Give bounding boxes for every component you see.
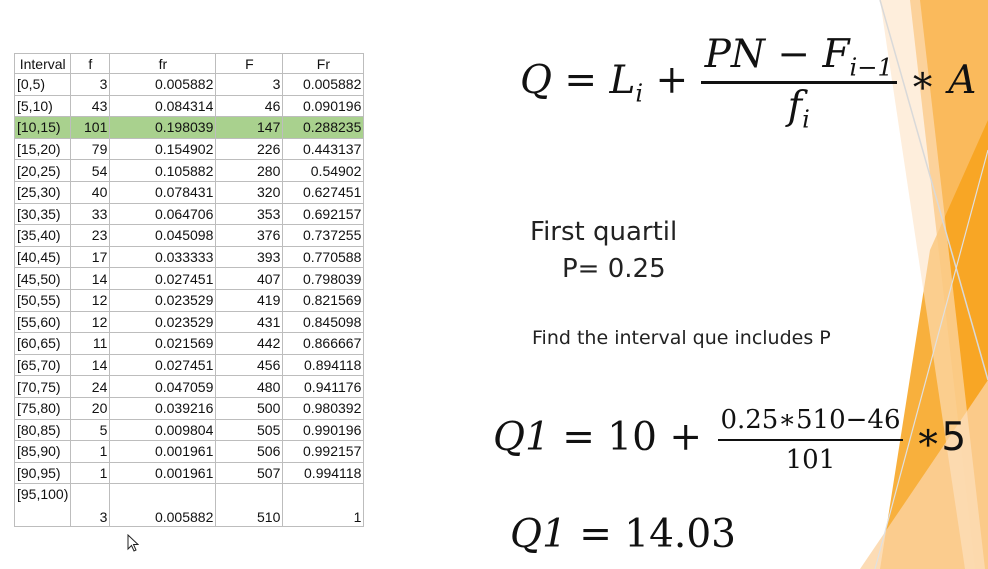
cell-Fr: 0.443137 bbox=[283, 138, 364, 160]
cell-Fr: 0.990196 bbox=[283, 419, 364, 441]
cell-F: 376 bbox=[216, 225, 283, 247]
cell-fr: 0.027451 bbox=[110, 354, 216, 376]
cell-fr: 0.154902 bbox=[110, 138, 216, 160]
cell-fr: 0.084314 bbox=[110, 95, 216, 117]
formula-plus: + bbox=[655, 57, 689, 103]
q1-calc-lhs: Q1 bbox=[493, 415, 550, 460]
cell-f: 1 bbox=[71, 441, 110, 463]
cell-interval: [65,70) bbox=[15, 354, 71, 376]
cell-Fr: 0.737255 bbox=[283, 225, 364, 247]
cell-f: 54 bbox=[71, 160, 110, 182]
cell-interval: [5,10) bbox=[15, 95, 71, 117]
header-fr: fr bbox=[110, 54, 216, 74]
formula-fraction bbox=[701, 32, 897, 134]
table-row bbox=[15, 289, 364, 311]
cell-interval: [20,25) bbox=[15, 160, 71, 182]
quartile-formula bbox=[520, 32, 976, 134]
cell-F: 442 bbox=[216, 333, 283, 355]
table-row bbox=[15, 397, 364, 419]
cell-Fr: 0.845098 bbox=[283, 311, 364, 333]
cell-f: 101 bbox=[71, 117, 110, 139]
cell-fr: 0.001961 bbox=[110, 441, 216, 463]
cell-Fr: 0.005882 bbox=[283, 74, 364, 96]
header-Fr: Fr bbox=[283, 54, 364, 74]
table-row bbox=[15, 419, 364, 441]
cell-fr: 0.009804 bbox=[110, 419, 216, 441]
q1-result-equals: = bbox=[579, 512, 612, 557]
table-row bbox=[15, 441, 364, 463]
formula-l-sub: i bbox=[635, 79, 644, 108]
cell-f: 12 bbox=[71, 289, 110, 311]
q1-calc-times: ∗ bbox=[914, 415, 942, 460]
cell-interval: [40,45) bbox=[15, 246, 71, 268]
cell-fr: 0.078431 bbox=[110, 181, 216, 203]
cell-fr: 0.005882 bbox=[110, 74, 216, 96]
cell-interval: [80,85) bbox=[15, 419, 71, 441]
cell-F: 46 bbox=[216, 95, 283, 117]
cell-Fr: 0.288235 bbox=[283, 117, 364, 139]
cell-fr: 0.047059 bbox=[110, 376, 216, 398]
formula-times: ∗ bbox=[909, 57, 936, 103]
cell-F: 3 bbox=[216, 74, 283, 96]
cell-fr: 0.023529 bbox=[110, 311, 216, 333]
cell-interval: [50,55) bbox=[15, 289, 71, 311]
cell-f: 11 bbox=[71, 333, 110, 355]
cell-F: 507 bbox=[216, 462, 283, 484]
cell-f: 17 bbox=[71, 246, 110, 268]
cell-fr: 0.045098 bbox=[110, 225, 216, 247]
find-interval-text: Find the interval que includes P bbox=[532, 327, 831, 349]
cell-F: 393 bbox=[216, 246, 283, 268]
q1-result-lhs: Q1 bbox=[510, 512, 567, 557]
cell-Fr: 0.798039 bbox=[283, 268, 364, 290]
cell-F: 456 bbox=[216, 354, 283, 376]
cell-F: 500 bbox=[216, 397, 283, 419]
table-row bbox=[15, 95, 364, 117]
table-row bbox=[15, 181, 364, 203]
q1-calc-plus: + bbox=[669, 415, 703, 460]
cell-interval: [30,35) bbox=[15, 203, 71, 225]
cell-F: 506 bbox=[216, 441, 283, 463]
cell-F: 480 bbox=[216, 376, 283, 398]
formula-l: L bbox=[609, 57, 636, 103]
table-row bbox=[15, 117, 364, 139]
cell-F: 505 bbox=[216, 419, 283, 441]
cell-F: 510 bbox=[216, 484, 283, 527]
cell-interval: [90,95) bbox=[15, 462, 71, 484]
frequency-table bbox=[14, 53, 364, 527]
formula-q: Q bbox=[520, 57, 552, 103]
mouse-cursor-icon bbox=[127, 534, 139, 552]
table-row bbox=[15, 203, 364, 225]
table-row bbox=[15, 484, 364, 527]
cell-interval: [55,60) bbox=[15, 311, 71, 333]
q1-calc-numerator: 0.25∗510−46 bbox=[718, 405, 902, 441]
cell-interval: [45,50) bbox=[15, 268, 71, 290]
table-row bbox=[15, 354, 364, 376]
table-row bbox=[15, 462, 364, 484]
q1-calc-width: 5 bbox=[941, 415, 967, 460]
cell-f: 40 bbox=[71, 181, 110, 203]
cell-F: 431 bbox=[216, 311, 283, 333]
cell-f: 1 bbox=[71, 462, 110, 484]
cell-Fr: 0.090196 bbox=[283, 95, 364, 117]
cell-F: 320 bbox=[216, 181, 283, 203]
table-row bbox=[15, 376, 364, 398]
cell-f: 33 bbox=[71, 203, 110, 225]
header-f: f bbox=[71, 54, 110, 74]
cell-f: 43 bbox=[71, 95, 110, 117]
cell-F: 353 bbox=[216, 203, 283, 225]
cell-Fr: 0.866667 bbox=[283, 333, 364, 355]
cell-F: 226 bbox=[216, 138, 283, 160]
cell-f: 23 bbox=[71, 225, 110, 247]
q1-result-value: 14.03 bbox=[624, 512, 736, 557]
cell-interval: [0,5) bbox=[15, 74, 71, 96]
cell-Fr: 0.692157 bbox=[283, 203, 364, 225]
table-header-row bbox=[15, 54, 364, 74]
cell-f: 24 bbox=[71, 376, 110, 398]
cell-F: 147 bbox=[216, 117, 283, 139]
cell-fr: 0.001961 bbox=[110, 462, 216, 484]
cell-fr: 0.105882 bbox=[110, 160, 216, 182]
cell-interval: [70,75) bbox=[15, 376, 71, 398]
q1-calc-fraction bbox=[718, 405, 902, 475]
table-row bbox=[15, 268, 364, 290]
table-row bbox=[15, 160, 364, 182]
cell-interval: [15,20) bbox=[15, 138, 71, 160]
cell-fr: 0.027451 bbox=[110, 268, 216, 290]
cell-F: 419 bbox=[216, 289, 283, 311]
q1-calculation bbox=[493, 405, 966, 475]
cell-Fr: 0.627451 bbox=[283, 181, 364, 203]
cell-Fr: 0.994118 bbox=[283, 462, 364, 484]
table-row bbox=[15, 333, 364, 355]
table-row bbox=[15, 225, 364, 247]
q1-calc-equals: = bbox=[562, 415, 595, 460]
cell-f: 12 bbox=[71, 311, 110, 333]
cell-f: 20 bbox=[71, 397, 110, 419]
cell-Fr: 0.821569 bbox=[283, 289, 364, 311]
cell-interval: [85,90) bbox=[15, 441, 71, 463]
q1-calc-base: 10 bbox=[607, 415, 657, 460]
table-row bbox=[15, 138, 364, 160]
cell-fr: 0.039216 bbox=[110, 397, 216, 419]
header-F: F bbox=[216, 54, 283, 74]
cell-f: 79 bbox=[71, 138, 110, 160]
q1-result bbox=[510, 512, 736, 557]
cell-fr: 0.064706 bbox=[110, 203, 216, 225]
cell-Fr: 0.980392 bbox=[283, 397, 364, 419]
cell-fr: 0.021569 bbox=[110, 333, 216, 355]
cell-Fr: 0.770588 bbox=[283, 246, 364, 268]
cell-fr: 0.198039 bbox=[110, 117, 216, 139]
cell-f: 3 bbox=[71, 74, 110, 96]
formula-numerator: PN − $F_{i-1}$ bbox=[701, 32, 897, 84]
cell-interval: [25,30) bbox=[15, 181, 71, 203]
q1-calc-denominator: 101 bbox=[785, 445, 836, 475]
cell-Fr: 0.992157 bbox=[283, 441, 364, 463]
cell-interval: [95,100) bbox=[15, 484, 71, 527]
cell-f: 3 bbox=[71, 484, 110, 527]
cell-f: 5 bbox=[71, 419, 110, 441]
cell-Fr: 1 bbox=[283, 484, 364, 527]
table-row bbox=[15, 246, 364, 268]
p-value-text: P= 0.25 bbox=[562, 254, 666, 284]
cell-Fr: 0.894118 bbox=[283, 354, 364, 376]
cell-F: 280 bbox=[216, 160, 283, 182]
cell-f: 14 bbox=[71, 354, 110, 376]
table-row bbox=[15, 311, 364, 333]
cell-fr: 0.005882 bbox=[110, 484, 216, 527]
cell-interval: [75,80) bbox=[15, 397, 71, 419]
header-interval: Interval bbox=[15, 54, 71, 74]
formula-denominator: $f_i$ bbox=[787, 84, 810, 134]
first-quartil-label: First quartil bbox=[530, 217, 678, 247]
cell-interval: [10,15) bbox=[15, 117, 71, 139]
cell-Fr: 0.54902 bbox=[283, 160, 364, 182]
cell-fr: 0.033333 bbox=[110, 246, 216, 268]
formula-a: A bbox=[948, 57, 977, 103]
cell-F: 407 bbox=[216, 268, 283, 290]
cell-interval: [35,40) bbox=[15, 225, 71, 247]
cell-fr: 0.023529 bbox=[110, 289, 216, 311]
cell-Fr: 0.941176 bbox=[283, 376, 364, 398]
formula-equals: = bbox=[564, 57, 598, 103]
cell-f: 14 bbox=[71, 268, 110, 290]
table-row bbox=[15, 74, 364, 96]
cell-interval: [60,65) bbox=[15, 333, 71, 355]
